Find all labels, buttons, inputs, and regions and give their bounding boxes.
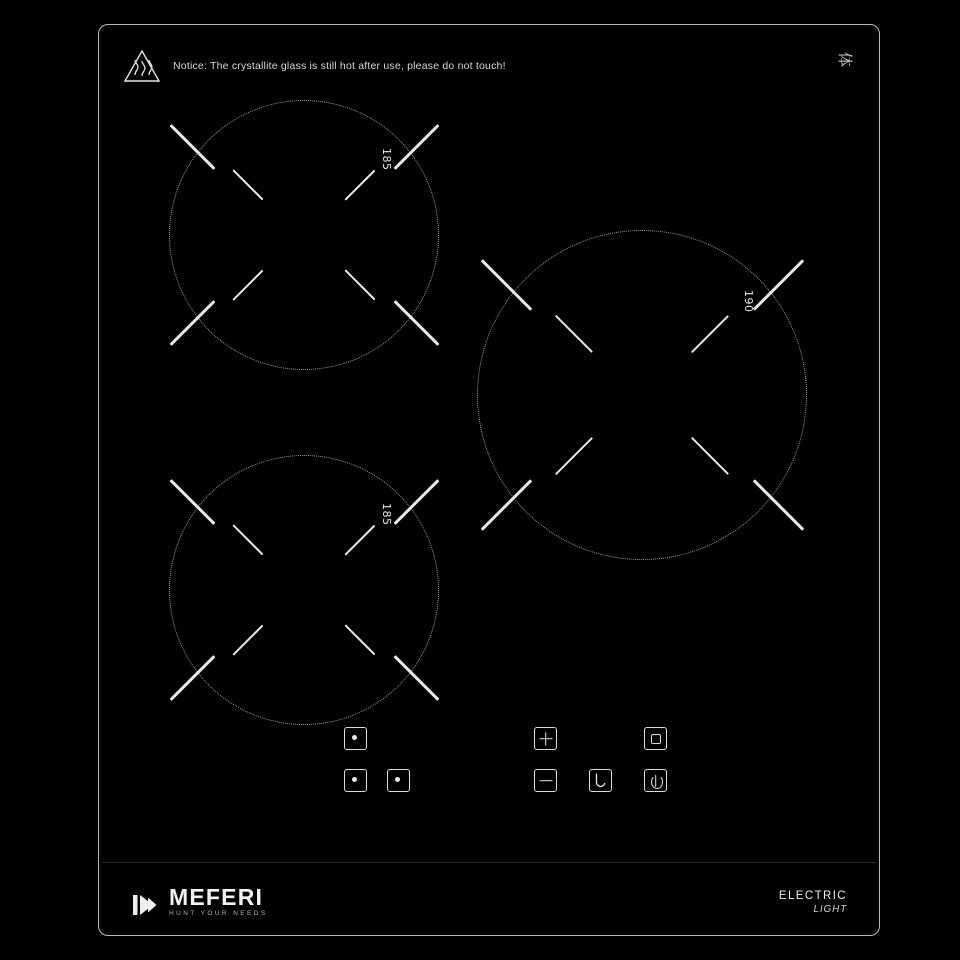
top-right-mark: 体	[835, 51, 854, 68]
footer	[99, 863, 879, 935]
zone-dotted-ring	[169, 455, 439, 725]
zone-indicator-dot	[395, 777, 400, 782]
decrease-power-button[interactable]	[534, 769, 557, 792]
series-sub: LIGHT	[813, 903, 847, 915]
zone-select-right-button[interactable]	[387, 769, 410, 792]
power-bar	[655, 775, 657, 787]
zone-size-label: 190	[742, 290, 755, 313]
notice-text: Notice: The crystallite glass is still hot after use, please do not touch!	[173, 60, 506, 72]
brand-name: MEFERI	[169, 883, 264, 910]
child-lock-button[interactable]	[644, 727, 667, 750]
zone-size-label: 185	[380, 503, 393, 526]
right-cooking-zone[interactable]	[477, 230, 807, 560]
square-with-dot-icon	[387, 769, 410, 792]
power-arc	[651, 775, 663, 789]
clock-icon	[589, 769, 612, 792]
square-with-dot-icon	[344, 727, 367, 750]
zone-dotted-ring	[169, 100, 439, 370]
brand-tagline: HUNT YOUR NEEDS	[169, 909, 268, 917]
plus-icon	[534, 727, 557, 750]
square-with-dot-icon	[344, 769, 367, 792]
minus-horizontal	[539, 780, 552, 782]
timer-button[interactable]	[589, 769, 612, 792]
cooktop-glass-panel	[98, 24, 880, 936]
zone-indicator-dot	[352, 777, 357, 782]
brand-text	[169, 883, 268, 918]
lock-inner-shape	[651, 734, 661, 744]
hot-surface-notice	[123, 49, 506, 83]
power-button[interactable]	[644, 769, 667, 792]
minus-icon	[534, 769, 557, 792]
increase-power-button[interactable]	[534, 727, 557, 750]
series-label	[779, 890, 847, 915]
series-main: ELECTRIC	[778, 890, 847, 903]
meferi-mark-icon	[133, 893, 160, 917]
lock-icon	[644, 727, 667, 750]
touch-control-panel	[99, 719, 879, 849]
zone-size-label: 185	[380, 148, 393, 171]
plus-vertical	[545, 732, 547, 745]
hot-surface-icon	[123, 49, 161, 83]
front-left-cooking-zone[interactable]	[169, 455, 439, 725]
brand-logo	[133, 883, 268, 918]
power-icon	[644, 769, 667, 792]
zone-select-front-left-button[interactable]	[344, 769, 367, 792]
zone-dotted-ring	[477, 230, 807, 560]
zone-select-rear-left-button[interactable]	[344, 727, 367, 750]
rear-left-cooking-zone[interactable]	[169, 100, 439, 370]
zone-indicator-dot	[352, 735, 357, 740]
